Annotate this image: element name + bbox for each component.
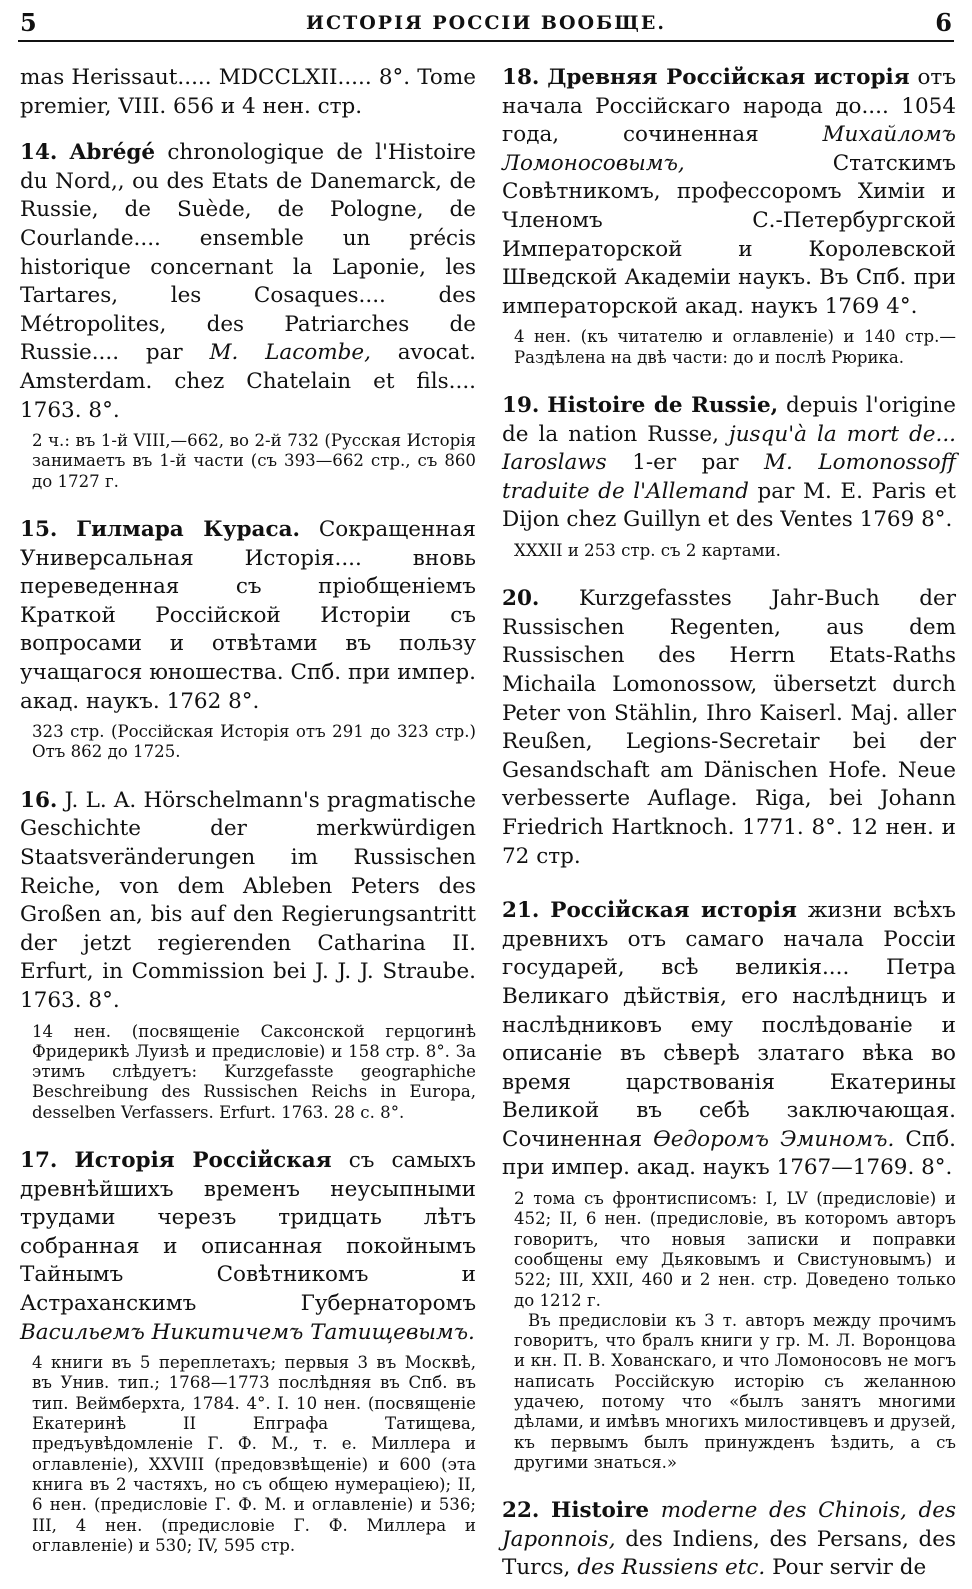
entry-body: жизни всѣхъ древнихъ отъ самаго начала Россіи государей, всѣ великія.... Петра Великаго дѣйствія, его наслѣдницъ и наслѣдниковъ ему послѣдованіе и описаніе въ сѣверѣ златаго вѣка во время царствованія Екатерины Великой въ себѣ заключающая. Сочиненная — [502, 898, 956, 1152]
note-text: 4 книги въ 5 переплетахъ; первыя 3 въ Москвѣ, въ Унив. тип.; 1768—1773 послѣдняя въ Спб. въ тип. Веймберхта, 1784. 4°. I. 10 нен. (посвященіе Екатеринѣ II Епграфа Татищева, предъувѣдомленіе Г. Ф. М., т. е. Миллера и оглавленіе), XXVIII (предовзвѣщеніе) и 600 (эта книга въ 2 частяхъ, но съ общею нумераціею); II, 6 нен. (предисловіе Г. Ф. М. и оглавленіе) и 536; III, 4 нен. (предисловіе Г. Ф. Миллера и оглавленіе) и 530; IV, 595 стр. — [32, 1353, 476, 1555]
entry-author: M. Lacombe, — [209, 340, 371, 366]
entry-author: Өедоромъ Эминомъ. — [653, 1126, 895, 1152]
entry-mid: 1-er par — [632, 450, 739, 476]
page-header — [18, 6, 954, 42]
entry-number: 18. — [502, 65, 540, 90]
note-text: 4 нен. (къ читателю и оглавленіе) и 140 стр.— Раздѣлена на двѣ части: до и послѣ Рюрика. — [514, 327, 956, 367]
entry-body: des Indiens, des Persans, des Turcs, — [502, 1526, 956, 1581]
entry-19 — [502, 392, 956, 535]
entry-15 — [20, 516, 476, 716]
entry-body: отъ начала Россійскаго народа до.... 1054 года, сочиненная — [502, 65, 957, 148]
entry-21-note — [502, 1189, 956, 1473]
entry-17 — [20, 1147, 476, 1347]
entry-author: Васильемъ Никитичемъ Татищевымъ. — [20, 1319, 475, 1345]
page-number-right: 6 — [935, 8, 952, 37]
entry-19-note — [502, 541, 956, 561]
entry-author: M. Lomonossoff traduite de l'Allemand — [502, 450, 956, 504]
entry-body: Сокращенная Универсальная Исторія.... вновь переведенная съ пріобщеніемъ Краткой Россійской Исторіи съ вопросами и отвѣтами въ пользу учащагося юношества. Спб. при импер. акад. наукъ. 1762 8°. — [20, 517, 476, 714]
entry-number: 21. — [502, 898, 540, 924]
note-text: 323 стр. (Россійская Исторія отъ 291 до 323 стр.) Отъ 862 до 1725. — [32, 722, 476, 762]
entry-lead: Исторія Россійская — [74, 1148, 332, 1173]
entry-16-note — [20, 1022, 476, 1123]
entry-tail: Спб. при импер. акад. наукъ 1767—1769. 8°. — [502, 1126, 956, 1181]
entry-18-note — [502, 327, 956, 368]
entry-lead: Гилмара Кураса. — [76, 517, 300, 543]
right-column — [502, 64, 956, 1589]
entry-number: 17. — [20, 1148, 58, 1173]
entry-number: 22. — [502, 1498, 540, 1524]
entry-16 — [20, 787, 476, 1016]
entry-lead: Abrégé — [69, 140, 156, 166]
note-text: 14 нен. (посвященіе Саксонской герцогинѣ Фридерикѣ Луизѣ и предисловіе) и 158 стр. 8°. За этимъ слѣдуетъ: Kurzgefasste geographiche Beschreibung des Russischen Reichs in Europa, desselben Verfassers. Erfurt. 1763. 28 с. 8°. — [32, 1021, 476, 1122]
note-text: XXXII и 253 стр. съ 2 картами. — [514, 540, 781, 560]
entry-15-note — [20, 722, 476, 763]
entry-italic: des Russiens etc. — [577, 1555, 766, 1581]
entry-number: 19. — [502, 392, 540, 418]
entry-number: 15. — [20, 517, 58, 543]
entry-number: 20. — [502, 586, 540, 612]
entry-tail: avocat. Amsterdam. chez Chatelain et fils.... 1763. 8°. — [20, 340, 476, 423]
entry-body: Kurzgefasstes Jahr-Buch der Russischen Regenten, aus dem Russischen des Herrn Etats-Raths Michaila Lomonossow, übersetzt durch Peter von Stählin, Ihro Kaiserl. Maj. aller Reußen, Legions-Secretair bei der Gesandschaft am Dänischen Hofe. Neue verbesserte Auflage. Riga, bei Johann Friedrich Hartknoch. 1771. 8°. 12 нен. и 72 стр. — [502, 586, 957, 869]
entry-18 — [502, 64, 956, 321]
entry-body: depuis l'origine de la nation Russe, — [502, 392, 956, 447]
left-column — [20, 64, 476, 1580]
entry-lead: Histoire — [551, 1498, 650, 1524]
note-text: Въ предисловіи къ 3 т. авторъ между прочимъ говоритъ, что бралъ книги у гр. М. Л. Воронцова и кн. П. В. Хованскаго, и что Ломоносовъ не могъ написать Россійскую исторію съ желанною удачею, потому что «былъ занятъ многими дѣлами, и имѣвъ многихъ милостивцевъ и друзей, къ первымъ былъ принужденъ ѣздить, а съ другими знаться.» — [514, 1310, 956, 1472]
entry-italic: jusqu'à la mort de... Iaroslaws — [502, 421, 956, 476]
entry-body: chronologique de l'Histoire du Nord,, ou des Etats de Danemarck, de Russie, de Suède, de Pologne, de Courlande.... ensemble un précis historique concernant la Laponie, les Tartares, les Cosaques.... des Métropolites, des Patriarches de Russie.... par — [20, 140, 476, 366]
entry-body: J. L. A. Hörschelmann's pragmatische Geschichte der merkwürdigen Staatsveränderungen im Russischen Reiche, von dem Ableben Peters des Großen an, bis auf den Regierungsantritt der jetzt regierenden Catharina II. Erfurt, in Commission bei J. J. J. Straube. 1763. 8°. — [20, 787, 476, 1013]
entry-number: 16. — [20, 787, 58, 813]
entry-14-note — [20, 431, 476, 492]
entry-tail: Pour servir de — [772, 1555, 927, 1581]
entry-21 — [502, 897, 956, 1183]
entry-14 — [20, 139, 476, 425]
entry-tail: Статскимъ Совѣтникомъ, профессоромъ Химіи и Членомъ С.-Петербургской Императорской и Королевской Шведской Академіи наукъ. Въ Спб. при императорской акад. наукъ 1769 4°. — [502, 150, 956, 319]
entry-number: 14. — [20, 140, 58, 166]
entry-lead: Древняя Россійская исторія — [547, 65, 910, 90]
running-title: ИСТОРІЯ РОССІИ ВООБЩЕ. — [306, 12, 666, 34]
entry-lead: Россійская исторія — [550, 898, 797, 924]
entry-17-note — [20, 1353, 476, 1556]
entry-20 — [502, 585, 956, 871]
note-text: 2 ч.: въ 1-й VIII,—662, во 2-й 732 (Русская Исторія занимаетъ въ 1-й части (съ 393—662 стр., съ 860 до 1727 г. — [32, 431, 476, 491]
entry-body: съ самыхъ древнѣйшихъ временъ неусыпными трудами черезъ тридцать лѣтъ собранная и описанная покойнымъ Тайнымъ Совѣтникомъ и Астраханскимъ Губернаторомъ — [20, 1148, 476, 1316]
page-number-left: 5 — [20, 8, 37, 37]
entry-13-continuation: mas Herissaut..... MDCCLXII..... 8°. Tome premier, VIII. 656 и 4 нен. стр. — [20, 65, 476, 119]
spacer — [502, 877, 956, 897]
entry-tail: par M. E. Paris et Dijon chez Guillyn et des Ventes 1769 8°. — [502, 478, 956, 533]
entry-author: Михайломъ Ломоносовымъ, — [502, 122, 956, 176]
entry-italic: moderne des Chinois, des Japonnois, — [502, 1498, 956, 1552]
note-text: 2 тома съ фронтисписомъ: I, LV (предисловіе) и 452; II, 6 нен. (предисловіе, въ которомъ авторъ говоритъ, что новыя записки и поправки сообщены ему Дьяковымъ и Свистуновымъ) и 522; III, XXII, 460 и 2 нен. стр. Доведено только до 1212 г. — [514, 1189, 956, 1310]
entry-22 — [502, 1497, 956, 1583]
entry-lead: Histoire de Russie, — [547, 392, 779, 418]
